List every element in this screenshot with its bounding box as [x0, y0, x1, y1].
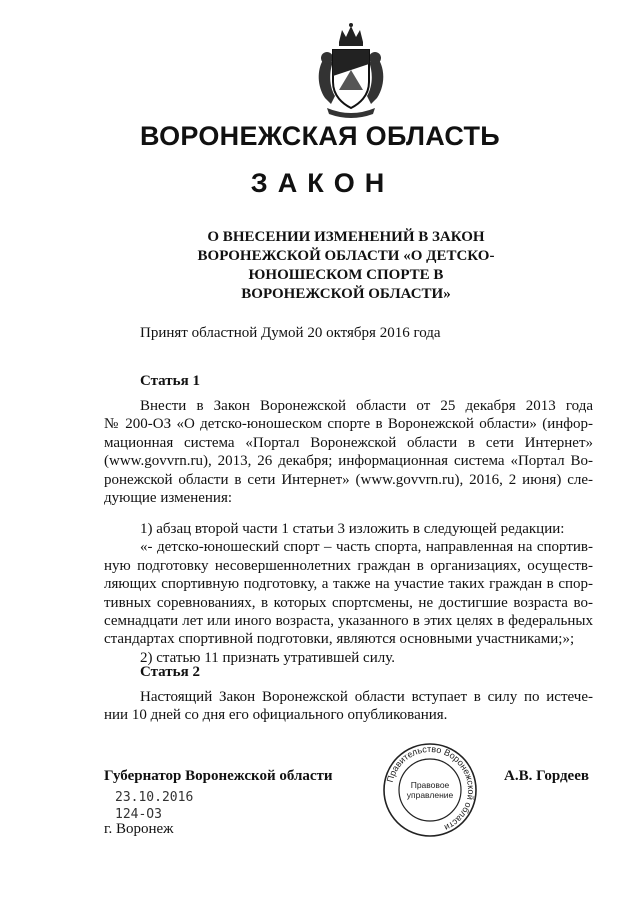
text-line: 1) абзац второй части 1 статьи 3 изложить в следующей редакции: — [140, 521, 565, 537]
text-line: семнадцати лет или иного возраста, указанного в этих целях в федеральных — [104, 613, 593, 630]
text-line: ляющих спортивную подготовку, а также на участие таких граждан в спор- — [104, 576, 593, 593]
text-line: № 200-ОЗ «О детско-юношеском спорте в Воронежской области» (инфор- — [104, 416, 593, 433]
text-line: Внести в Закон Воронежской области от 25 декабря 2013 года — [140, 398, 593, 414]
law-title-line: О ВНЕСЕНИИ ИЗМЕНЕНИЙ В ЗАКОН — [207, 229, 485, 245]
article-1-item-2: 2) статью 11 признать утратившей силу. — [140, 649, 395, 666]
article-1-intro — [104, 397, 593, 507]
text-line: тивных соревнованиях, в которых спортсмены, не достигшие возраста во- — [104, 594, 593, 611]
article-1-item-1 — [104, 520, 593, 667]
official-stamp — [380, 740, 480, 840]
text-line: «- детско-юношеский спорт – часть спорта, направленная на спортив- — [140, 539, 593, 556]
law-title — [150, 228, 542, 304]
text-line: (www.govvrn.ru), 2013, 26 декабря; информационная система «Портал Во- — [104, 453, 593, 470]
text-line: мационная система «Портал Воронежской области в сети Интернет» — [104, 434, 593, 451]
coat-of-arms-emblem — [309, 20, 393, 120]
signing-city: г. Воронеж — [104, 821, 174, 837]
signatory-name: А.В. Гордеев — [504, 768, 589, 784]
article-2-text — [104, 688, 593, 725]
law-number: 124-ОЗ — [115, 807, 162, 822]
law-title-line: ВОРОНЕЖСКОЙ ОБЛАСТИ «О ДЕТСКО- — [197, 248, 495, 264]
text-line: ронежской области в сети Интернет» (www.govvrn.ru), 2016, 2 июня) сле- — [104, 471, 593, 488]
text-line: ную подготовку несовершеннолетних граждан в организациях, осуществ- — [104, 557, 593, 574]
article-1-heading: Статья 1 — [140, 373, 200, 389]
stamp-center-line: Правовое — [410, 780, 450, 790]
document-type: ЗАКОН — [250, 168, 395, 198]
text-line: Настоящий Закон Воронежской области вступает в силу по истече- — [140, 689, 593, 705]
text-line: стандартах спортивной подготовки, являются основными участниками;»; — [104, 631, 575, 648]
law-title-line: ВОРОНЕЖСКОЙ ОБЛАСТИ» — [241, 286, 451, 302]
stamp-ring-text: Правительство Воронежской области — [384, 743, 477, 833]
adoption-note: Принят областной Думой 20 октября 2016 года — [140, 325, 441, 341]
signatory-position: Губернатор Воронежской области — [104, 768, 333, 784]
law-title-line: ЮНОШЕСКОМ СПОРТЕ В — [248, 267, 444, 283]
region-name: ВОРОНЕЖСКАЯ ОБЛАСТЬ — [139, 121, 501, 151]
text-line: дующие изменения: — [104, 490, 233, 507]
signing-date: 23.10.2016 — [115, 790, 194, 805]
text-line: нии 10 дней со дня его официального опубликования. — [104, 707, 448, 724]
article-2-heading: Статья 2 — [140, 664, 200, 680]
stamp-center-line: управление — [406, 790, 454, 800]
